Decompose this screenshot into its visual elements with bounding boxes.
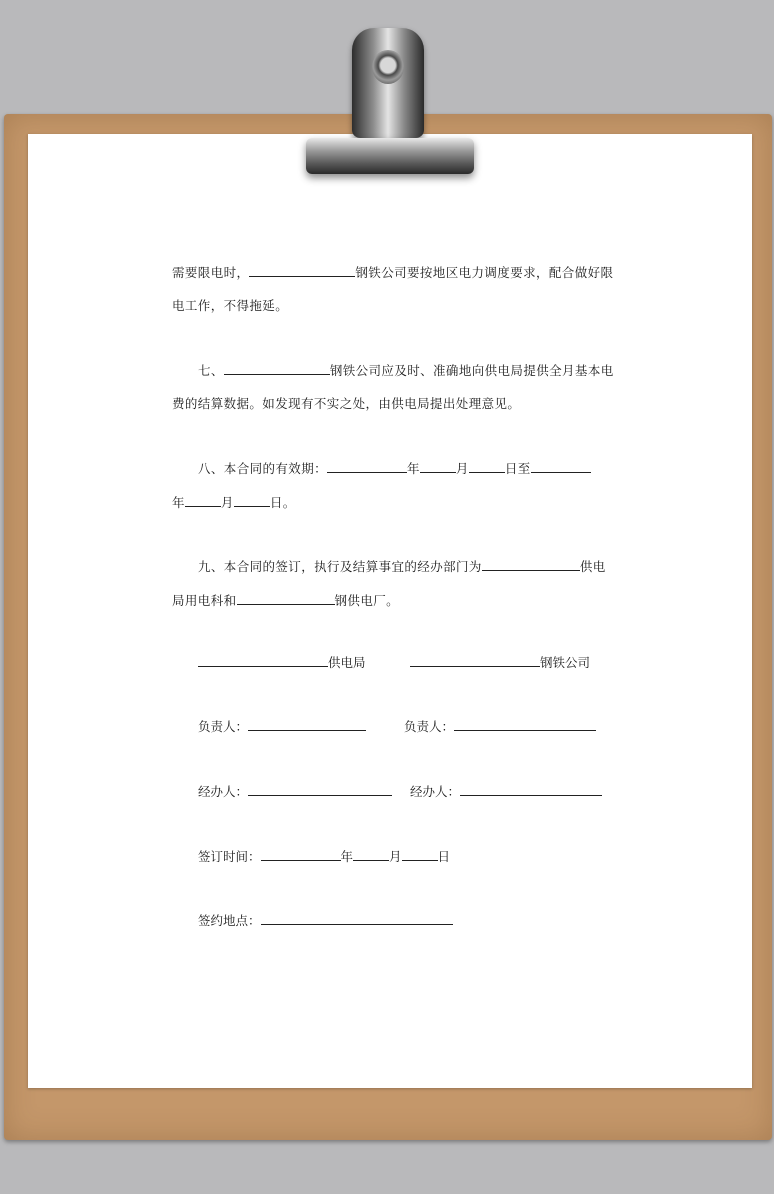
blank-field	[353, 848, 389, 861]
contract-line-2: 电工作，不得拖延。	[172, 298, 289, 313]
blank-field	[402, 848, 438, 861]
blank-field	[469, 460, 505, 473]
party-b-handler: 经办人：	[410, 783, 602, 800]
sign-time-line: 签订时间： 年 月 日	[198, 849, 451, 864]
blank-field	[261, 848, 341, 861]
blank-field	[234, 494, 270, 507]
blank-field	[410, 654, 540, 667]
blank-field	[224, 362, 330, 375]
blank-field	[482, 558, 580, 571]
blank-field	[198, 654, 328, 667]
blank-field	[237, 592, 335, 605]
party-a-line: 供电局	[198, 654, 366, 671]
clause-seven-line-2: 费的结算数据。如发现有不实之处，由供电局提出处理意见。	[172, 396, 521, 411]
blank-field	[460, 783, 602, 796]
blank-field	[531, 460, 591, 473]
party-b-line: 钢铁公司	[410, 654, 590, 671]
contract-line-1: 需要限电时， 钢铁公司要按地区电力调度要求，配合做好限	[172, 265, 614, 280]
clip-ring-icon	[372, 50, 404, 84]
blank-field	[261, 912, 453, 925]
blank-field	[327, 460, 407, 473]
blank-field	[454, 718, 596, 731]
party-b-responsible: 负责人：	[404, 718, 596, 735]
clause-seven-line-1: 七、 钢铁公司应及时、准确地向供电局提供全月基本电	[198, 363, 614, 378]
clause-eight-line-1: 八、本合同的有效期： 年 月 日至	[198, 460, 591, 477]
clause-nine-line-1: 九、本合同的签订，执行及结算事宜的经办部门为 供电	[198, 559, 606, 574]
party-a-responsible: 负责人：	[198, 718, 366, 735]
blank-field	[248, 718, 366, 731]
blank-field	[248, 783, 392, 796]
clause-nine-line-2: 局用电科和 钢供电厂。	[172, 593, 400, 608]
blank-field	[420, 460, 456, 473]
clip-jaw-icon	[306, 138, 474, 174]
blank-field	[185, 494, 221, 507]
sign-place-line: 签约地点：	[198, 912, 453, 929]
blank-field	[249, 264, 355, 277]
clause-eight-line-2: 年 月 日。	[172, 495, 296, 510]
party-a-handler: 经办人：	[198, 783, 392, 800]
